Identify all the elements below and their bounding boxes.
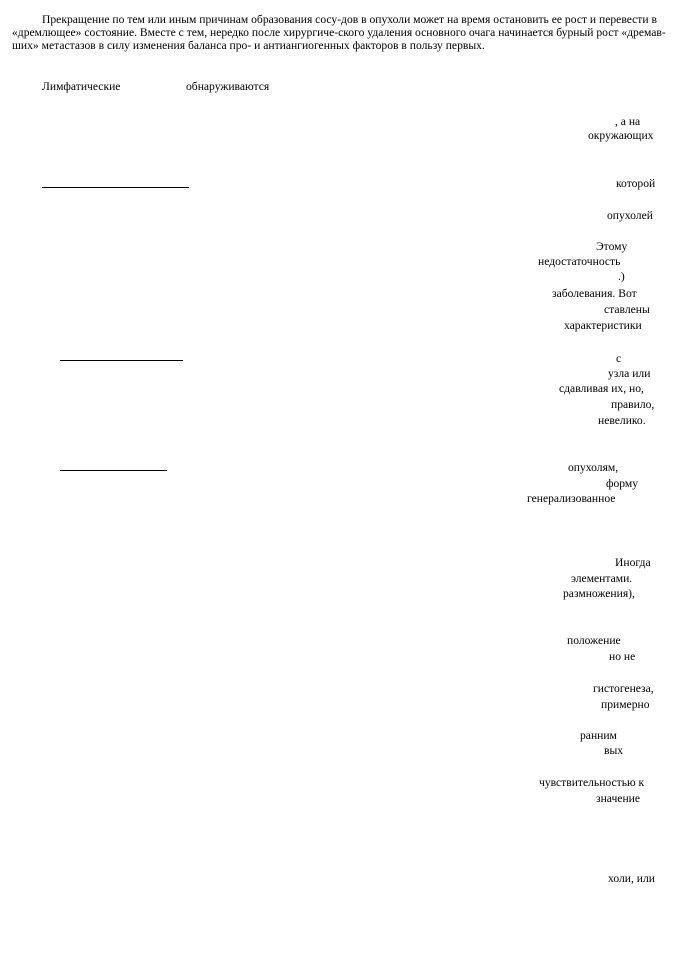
- text-fragment: сдавливая их, но,: [559, 382, 644, 395]
- text-fragment: но не: [609, 650, 636, 663]
- text-fragment: примерно: [601, 698, 650, 711]
- text-fragment: заболевания. Вот: [552, 287, 637, 300]
- text-fragment: положение: [567, 634, 621, 647]
- underline-rule-2: [60, 360, 183, 361]
- text-fragment: которой: [616, 177, 656, 190]
- underline-rule-3: [60, 470, 167, 471]
- text-fragment: размножения),: [563, 587, 635, 600]
- text-fragment: холи, или: [608, 872, 655, 885]
- intro-paragraph: Прекращение по тем или иным причинам образования сосу-дов в опухоли может на время остановить ее рост и перевести в «дремлющее» состояние. Вместе с тем, нередко после хирургиче-ского удаления основного очага начинается бурный рост «дремав-ших» метастазов в силу изменения баланса про- и антиангиогенных факторов в пользу первых.: [12, 13, 666, 53]
- text-fragment: генерализованное: [527, 492, 616, 505]
- text-fragment: значение: [596, 792, 640, 805]
- text-fragment: элементами.: [571, 572, 633, 585]
- text-fragment: недостаточность: [538, 255, 621, 268]
- text-fragment: опухолей: [607, 209, 653, 222]
- text-fragment: опухолям,: [568, 461, 619, 474]
- text-fragment: правило,: [611, 398, 655, 411]
- text-fragment: вых: [604, 744, 624, 757]
- text-fragment: ранним: [580, 729, 617, 742]
- detected-word: обнаруживаются: [186, 80, 270, 93]
- text-fragment: гистогенеза,: [593, 682, 654, 695]
- text-fragment: невелико.: [598, 414, 646, 427]
- text-fragment: Иногда: [615, 556, 651, 569]
- text-fragment: ставлены: [604, 303, 650, 316]
- text-fragment: с: [616, 352, 622, 365]
- text-fragment: характеристики: [564, 319, 642, 332]
- text-fragment: форму: [606, 477, 639, 490]
- text-fragment: Этому: [596, 240, 628, 253]
- underline-rule-1: [42, 187, 189, 188]
- lymph-word: Лимфатические: [42, 80, 121, 93]
- text-fragment: узла или: [608, 367, 651, 380]
- text-fragment: чувствительностью к: [539, 776, 645, 789]
- text-fragment: окружающих: [588, 129, 654, 142]
- text-fragment: , а на: [615, 115, 641, 128]
- text-fragment: .): [618, 270, 625, 283]
